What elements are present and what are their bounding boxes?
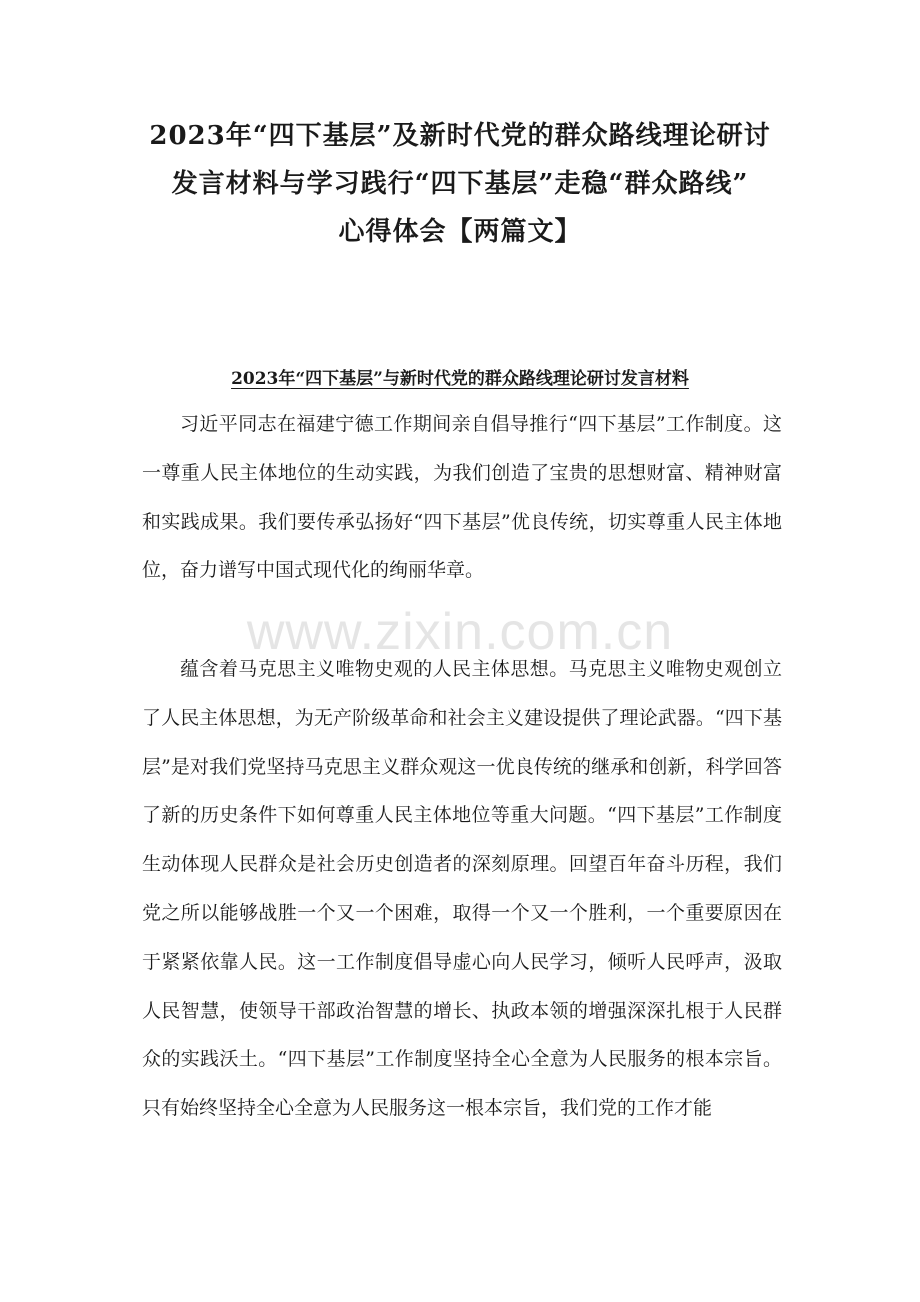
title-line-3: 心得体会【两篇文】 (338, 217, 582, 247)
section-title-text: 2023年“四下基层”与新时代党的群众路线理论研讨发言材料 (231, 369, 689, 389)
watermark: www.zixin.com.cn (246, 603, 674, 661)
paragraph-1: 习近平同志在福建宁德工作期间亲自倡导推行“四下基层”工作制度。这一尊重人民主体地位的生动实践，为我们创造了宝贵的思想财富、精神财富和实践成果。我们要传承弘扬好“四下基层”优良传统，切实尊重人民主体地位，奋力谱写中国式现代化的绚丽华章。 (142, 413, 782, 582)
title-line-1: 2023年“四下基层”及新时代党的群众路线理论研讨 (149, 121, 771, 151)
paragraph-2: 蕴含着马克思主义唯物史观的人民主体思想。马克思主义唯物史观创立了人民主体思想，为无产阶级革命和社会主义建设提供了理论武器。“四下基层”是对我们党坚持马克思主义群众观这一优良传统的继承和创新，科学回答了新的历史条件下如何尊重人民主体地位等重大问题。“四下基层”工作制度生动体现人民群众是社会历史创造者的深刻原理。回望百年奋斗历程，我们党之所以能够战胜一个又一个困难，取得一个又一个胜利，一个重要原因在于紧紧依靠人民。这一工作制度倡导虚心向人民学习，倾听人民呼声，汲取人民智慧，使领导干部政治智慧的增长、执政本领的增强深深扎根于人民群众的实践沃土。“四下基层”工作制度坚持全心全意为人民服务的根本宗旨。只有始终坚持全心全意为人民服务这一根本宗旨，我们党的工作才能 (142, 658, 782, 1120)
document-title (120, 112, 800, 256)
title-line-2: 发言材料与学习践行“四下基层”走稳“群众路线” (171, 169, 749, 199)
section-title (120, 365, 800, 393)
